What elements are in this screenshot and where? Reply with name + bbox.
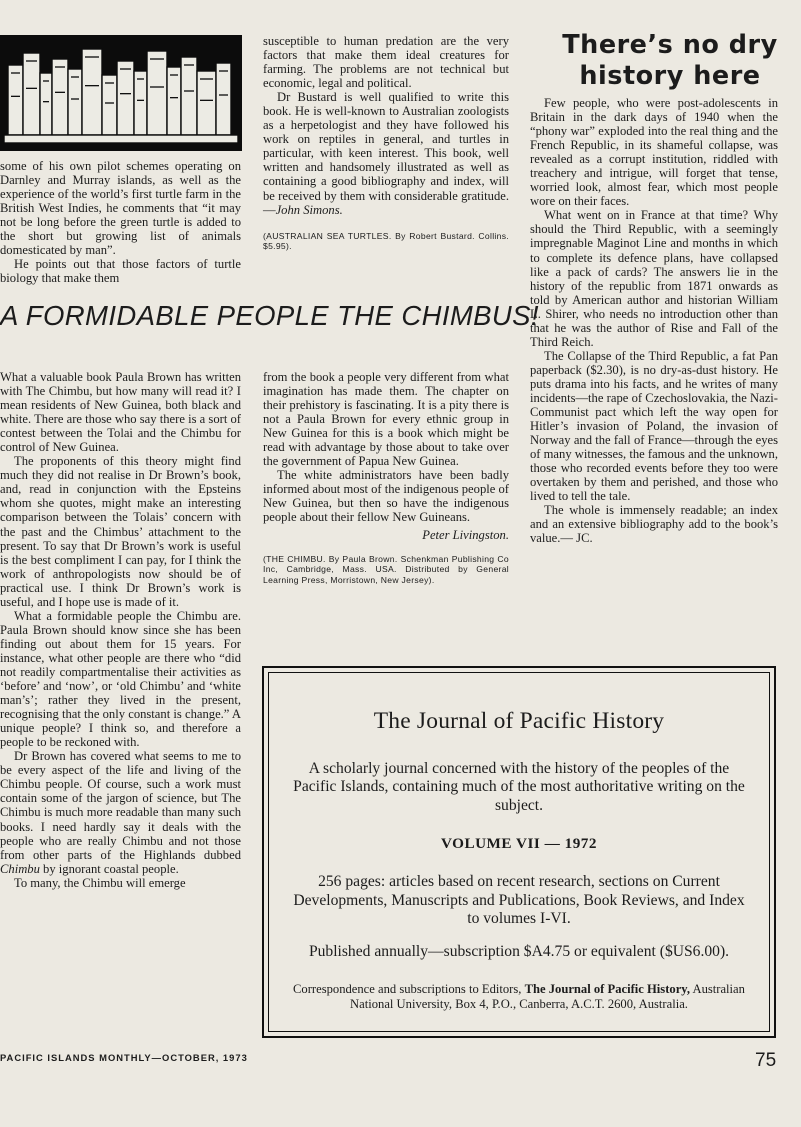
book-spine — [216, 63, 231, 135]
turtle-review-paragraph: He points out that those factors of turtle biology that make them — [0, 257, 241, 286]
chimbu-paragraph: from the book a people very different from what imagination has made them. The chapter on their prehistory is fascinating. It is a pity there is not a Paula Brown for every ethnic group in New Guinea for this is a book which might be read with advantage by those about to take over the government of Papua New Guinea. — [263, 370, 509, 469]
chimbu-paragraph: What a formidable people the Chimbu are. Paula Brown should know since she has been finding out about them for 15 years. For instance, what other people are there who “did not readily compartmentalise their activities as ‘before’ and ‘now’, or ‘old Chimbu’ and ‘white man’s’; rather they lived in the present, recognising that the only constant is change.” A unique people? I think so, and therefore a people to be reckoned with. — [0, 608, 241, 750]
chimbu-review-signature: Peter Livingston. — [422, 527, 509, 542]
chimbu-paragraph: The white administrators have been badly informed about most of the indigenous people of New Guinea, but then so have the indigenous people about their fellow New Guineans. — [263, 468, 509, 525]
journal-advert-inner-border — [268, 672, 770, 1032]
journal-advert-contact-text: Correspondence and subscriptions to Editors, — [293, 981, 525, 996]
chimbu-book-credit: (THE CHIMBU. By Paula Brown. Schenkman Publishing Co Inc, Cambridge, Mass. USA. Distributed by General Learning Press, Morristown, New Jersey). — [263, 553, 509, 585]
journal-advert-pages: 256 pages: articles based on recent research, sections on Current Developments, Manuscripts and Publications, Book Reviews, and Index to volumes I-VI. — [293, 873, 745, 928]
turtle-review-text: Dr Bustard is well qualified to write this book. He is well-known to Australian zoologists as a herpetologist and they have followed his work on reptiles in general, and turtles in particular, with keen interest. This book, well written and handsomely illustrated as well as containing a good bibliography and index, will be received by them with considerable gratitude.— — [263, 90, 509, 217]
chimbu-review-headline: A FORMIDABLE PEOPLE THE CHIMBUS! — [0, 300, 539, 331]
turtle-review-paragraph: some of his own pilot schemes operating on Darnley and Murray islands, as well as the experience of the world’s first turtle farm in the British West Indies, he comments that “it may not be long before the green turtle is added to the short but growing list of animals domesticated by man”. — [0, 159, 241, 258]
history-paragraph: Few people, who were post-adolescents in Britain in the dark days of 1940 when the “phony war” exploded into the real thing and the French Republic, in its shameful collapse, was revealed as a corrupt institution, riddled with treachery and intrigue, will forget that tense, worried look, almost fear, which most people wore on their faces. — [530, 96, 778, 209]
book-spine — [167, 67, 181, 135]
history-paragraph: The whole is immensely readable; an index and an extensive bibliography add to the book’s value.— JC. — [530, 503, 778, 546]
magazine-footer: PACIFIC ISLANDS MONTHLY—OCTOBER, 1973 — [0, 1052, 248, 1063]
book-spine — [117, 61, 134, 135]
history-paragraph: The Collapse of the Third Republic, a fat Pan paperback ($2.30), is no dry-as-dust history. He puts drama into his facts, and he writes of many incidents—the rape of Czechoslovakia, the Nazi-Communist pact which left the way open for Hitler’s invasion of Poland, the invasion of Norway and the fall of France—through the eyes of many witnesses, the famous and the unknown, those who recorded events before they too were overtaken by them and perished, and those who lived to tell the tale. — [530, 348, 778, 504]
chimbu-paragraph: What a valuable book Paula Brown has written with The Chimbu, but how many will read it? I mean residents of New Guinea, both black and white. There are those who say there is a sort of contest between the Tolai and the Chimbu for control of New Guinea. — [0, 370, 241, 455]
journal-advert-volume: VOLUME VII — 1972 — [440, 835, 597, 853]
book-spine — [8, 65, 23, 135]
journal-advert-contact — [293, 982, 745, 1012]
book-spine — [40, 73, 52, 135]
book-spine — [23, 53, 40, 135]
book-spine — [181, 57, 197, 135]
book-spine — [147, 51, 167, 135]
turtle-review-column-2 — [263, 34, 509, 252]
journal-advert-intro: A scholarly journal concerned with the history of the peoples of the Pacific Islands, containing much of the most authoritative writing on the subject. — [293, 760, 745, 814]
turtle-review-paragraph: susceptible to human predation are the very factors that make them ideal creatures for farming. The problems are not technical but economic, legal and political. — [263, 34, 509, 91]
chimbu-paragraph: To many, the Chimbu will emerge — [14, 875, 186, 890]
books-section-logo — [0, 35, 242, 151]
journal-advert-price: Published annually—subscription $A4.75 or equivalent ($US6.00). — [308, 943, 730, 961]
book-spine — [102, 75, 117, 135]
book-spine — [52, 59, 68, 135]
turtle-review-column-1 — [0, 159, 241, 285]
history-review-title: There’s no dry history here — [562, 30, 778, 91]
book-spine — [134, 71, 147, 135]
journal-advert-title: The Journal of Pacific History — [373, 708, 665, 734]
journal-advert-contact-address: Australian National University, Box 4, P.O., Canberra, A.C.T. 2600, Australia. — [350, 981, 745, 1011]
book-spine — [197, 71, 216, 135]
chimbu-paragraph-text: Dr Brown has covered what seems to me to be every aspect of the life and living of the Chimbu people. Of course, such a work must contain some of the jargon of science, but The Chimbu is much more readable than many such books. I need hardly say it deals with the people who are really Chimbu and not those from other parts of the Highlands dubbed — [0, 749, 241, 862]
turtle-book-credit: (AUSTRALIAN SEA TURTLES. By Robert Bustard. Collins. $5.95). — [263, 230, 509, 252]
chimbu-paragraph-tail: by ignorant coastal people. — [39, 861, 179, 876]
chimbu-review-column-2 — [263, 370, 509, 585]
bookshelf-icon — [0, 35, 242, 151]
bookshelf-plank — [4, 135, 238, 143]
history-review-column — [530, 96, 778, 546]
chimbu-paragraph: The proponents of this theory might find much they did not realise in Dr Brown’s book, and, read in conjunction with the Epsteins whom she quotes, might make an interesting comparison between the Tolais’ concern with the past and the Chimbus’ attachment to the present. To say that Dr Brown’s work is useful is the best compliment I can pay, for I think the work of anthropologists now should be of practical use. I think Dr Brown’s work is useful, and I hope use is made of it. — [0, 454, 241, 609]
chimbu-italic-word: Chimbu — [0, 861, 40, 876]
page-number: 75 — [755, 1050, 777, 1071]
book-spine — [82, 49, 102, 135]
journal-advert-box — [262, 666, 776, 1038]
turtle-review-paragraph — [263, 90, 509, 216]
chimbu-review-column-1 — [0, 370, 241, 890]
turtle-review-signature: John Simons. — [275, 202, 343, 217]
journal-advert-contact-name: The Journal of Pacific History, — [524, 981, 691, 996]
chimbu-paragraph — [0, 749, 241, 875]
history-paragraph: What went on in France at that time? Why should the Third Republic, with a seemingly impregnable Maginot Line and months in which to complete its defence plans, have collapsed like a pack of cards? The answers lie in the history of the republic from 1871 onwards as told by American author and historian William L. Shirer, who needs no introduction other than that he was the author of Rise and Fall of the Third Reich. — [530, 208, 778, 349]
book-spine — [68, 69, 82, 135]
